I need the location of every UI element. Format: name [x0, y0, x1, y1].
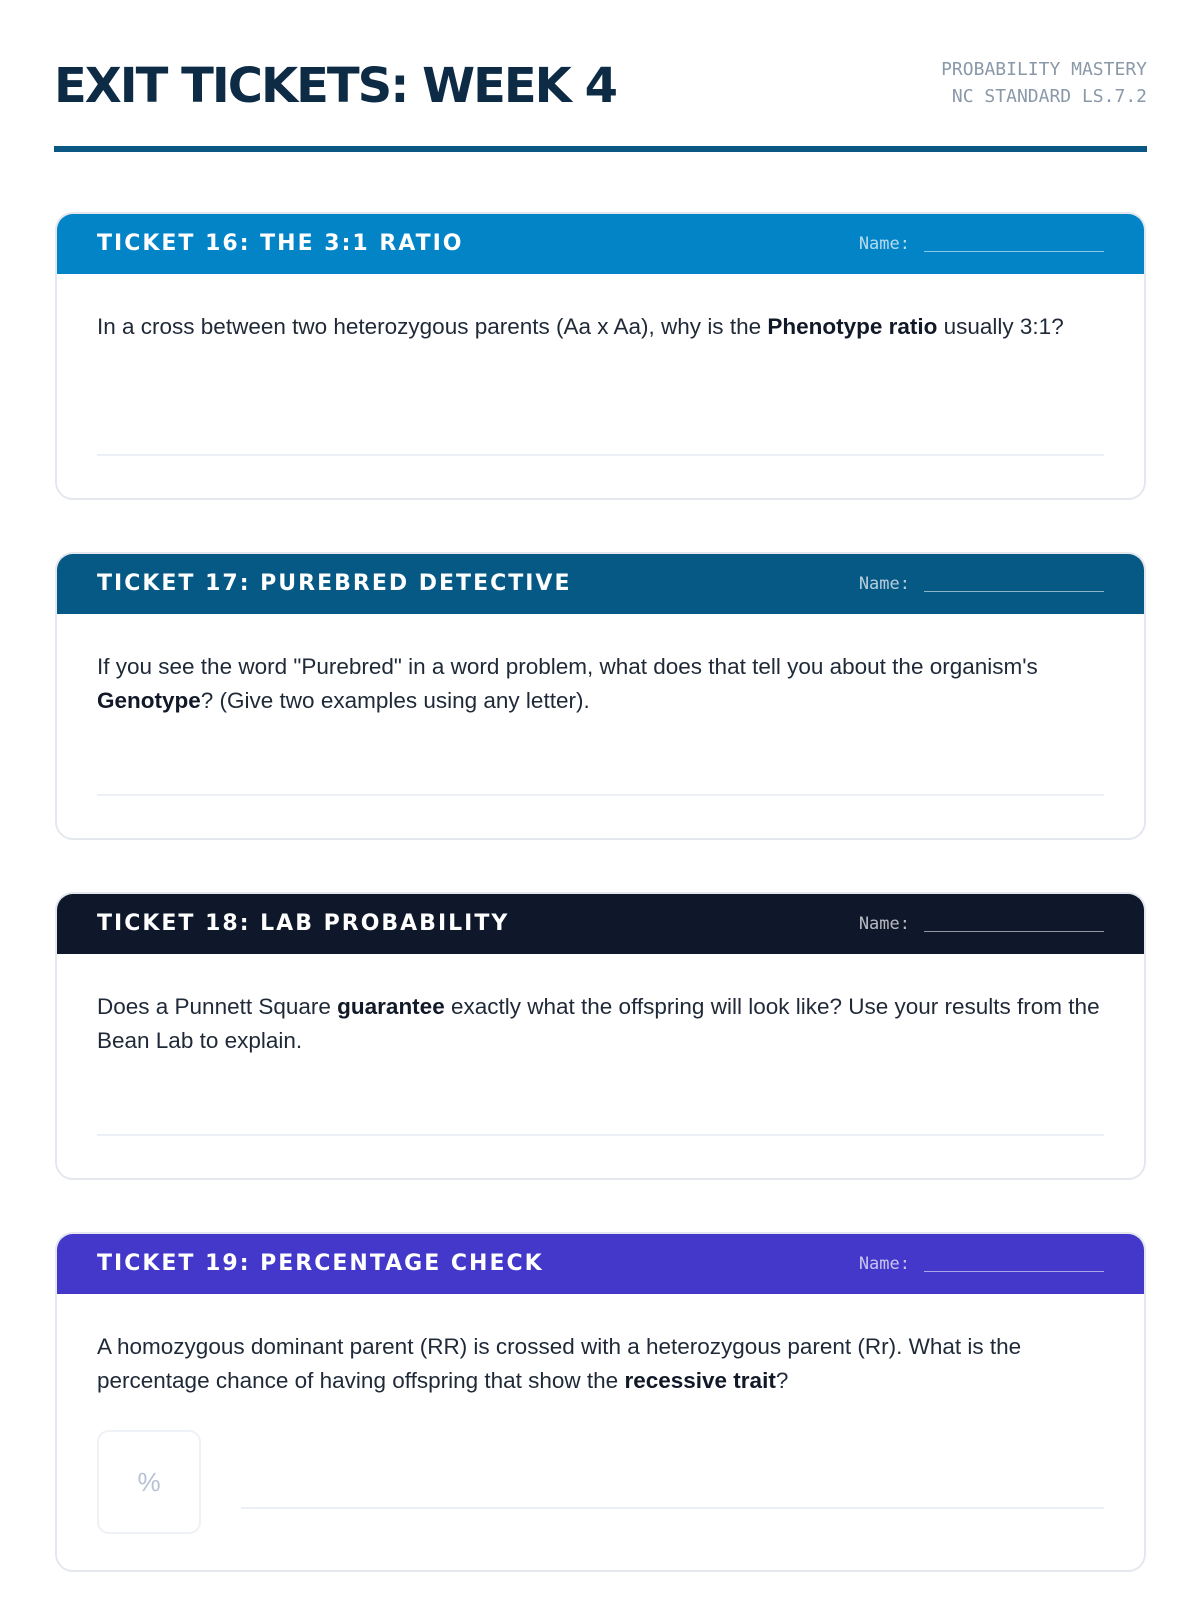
ticket-card: [55, 552, 1146, 840]
answer-line[interactable]: [97, 794, 1104, 796]
name-field[interactable]: [859, 894, 1104, 954]
name-line[interactable]: [924, 931, 1104, 932]
page-header: [54, 50, 1147, 152]
ticket-card: [55, 212, 1146, 500]
ticket-title: TICKET 18: LAB PROBABILITY: [97, 911, 510, 936]
name-line[interactable]: [924, 591, 1104, 592]
name-label: Name:: [858, 1254, 910, 1274]
answer-line[interactable]: [97, 1134, 1104, 1136]
name-line[interactable]: [924, 251, 1104, 252]
name-label: Name:: [858, 914, 910, 934]
question-text: If you see the word "Purebred" in a word problem, what does that tell you about the organism's Genotype? (Give two examples using any letter).: [97, 654, 1038, 713]
ticket-header: [57, 214, 1144, 274]
ticket-title: TICKET 17: PUREBRED DETECTIVE: [97, 571, 572, 596]
name-field[interactable]: [859, 1234, 1104, 1294]
ticket-title: TICKET 19: PERCENTAGE CHECK: [97, 1251, 544, 1276]
ticket-header: [57, 554, 1144, 614]
answer-line[interactable]: [97, 454, 1104, 456]
header-meta: [941, 56, 1147, 110]
subject-label: PROBABILITY MASTERY: [941, 59, 1147, 80]
ticket-card: [55, 1232, 1146, 1572]
name-label: Name:: [858, 234, 910, 254]
ticket-card: [55, 892, 1146, 1180]
ticket-title: TICKET 16: THE 3:1 RATIO: [97, 231, 464, 256]
percentage-input[interactable]: [97, 1430, 201, 1534]
ticket-header: [57, 894, 1144, 954]
name-line[interactable]: [924, 1271, 1104, 1272]
question-text: In a cross between two heterozygous parents (Aa x Aa), why is the Phenotype ratio usually 3:1?: [97, 314, 1064, 339]
ticket-header: [57, 1234, 1144, 1294]
question-text: A homozygous dominant parent (RR) is crossed with a heterozygous parent (Rr). What is the percentage chance of having offspring that show the recessive trait?: [97, 1334, 1022, 1393]
question-text: Does a Punnett Square guarantee exactly what the offspring will look like? Use your results from the Bean Lab to explain.: [97, 994, 1100, 1053]
answer-line[interactable]: [241, 1507, 1104, 1509]
name-label: Name:: [858, 574, 910, 594]
percent-symbol: %: [137, 1466, 161, 1497]
standard-label: NC STANDARD LS.7.2: [951, 86, 1147, 107]
name-field[interactable]: [859, 214, 1104, 274]
name-field[interactable]: [859, 554, 1104, 614]
page-title: EXIT TICKETS: WEEK 4: [54, 58, 616, 114]
